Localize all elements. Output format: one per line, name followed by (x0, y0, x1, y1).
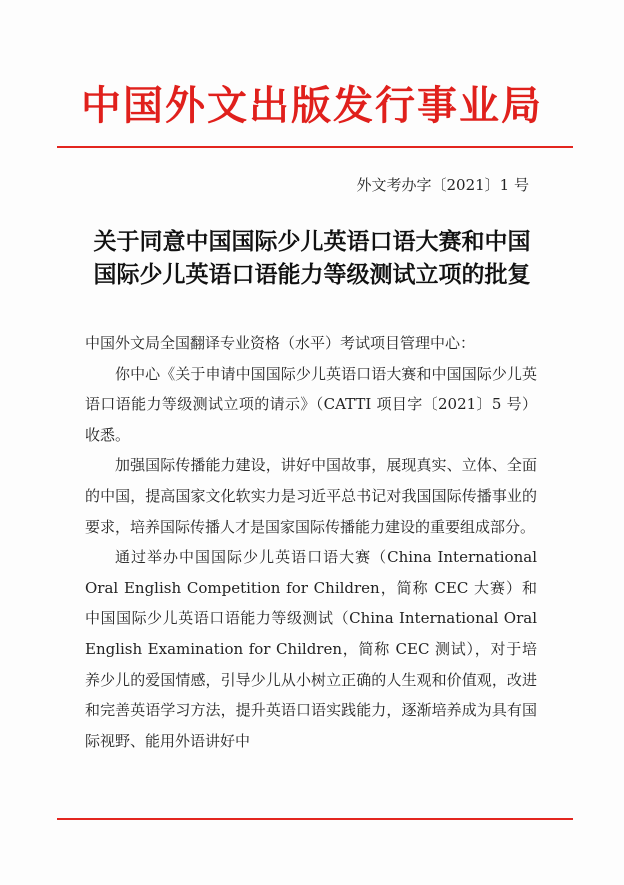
paragraph-2: 加强国际传播能力建设，讲好中国故事，展现真实、立体、全面的中国，提高国家文化软实力是习近平总书记对我国国际传播事业的要求，培养国际传播人才是国家国际传播能力建设的重要组成部分。 (85, 456, 537, 536)
letterhead-rule-top (57, 146, 573, 148)
footer-rule (57, 818, 573, 820)
document-number: 外文考办字〔2021〕1 号 (356, 176, 529, 194)
paragraph-1: 你中心《关于申请中国国际少儿英语口语大赛和中国国际少儿英语口语能力等级测试立项的请示》（CATTI 项目字〔2021〕5 号）收悉。 (85, 364, 537, 444)
document-title (40, 226, 584, 292)
document-body (85, 328, 537, 756)
org-letterhead: 中国外文出版发行事业局 (81, 82, 543, 129)
document-title-line-2: 国际少儿英语口语能力等级测试立项的批复 (93, 262, 531, 288)
paragraph-3: 通过举办中国国际少儿英语口语大赛（China International Oral English Competition for Children，简称 CEC 大赛）和中国国际少儿英语口语能力等级测试（China International Oral English Examination for Children，简称 CEC 测试），对于培养少儿的爱国情感，引导少儿从小树立正确的人生观和价值观，改进和完善英语学习方法，提升英语口语实践能力，逐渐培养成为具有国际视野、能用外语讲好中 (85, 548, 537, 750)
salutation: 中国外文局全国翻译专业资格（水平）考试项目管理中心： (85, 334, 476, 352)
document-title-line-1: 关于同意中国国际少儿英语口语大赛和中国 (93, 229, 531, 255)
